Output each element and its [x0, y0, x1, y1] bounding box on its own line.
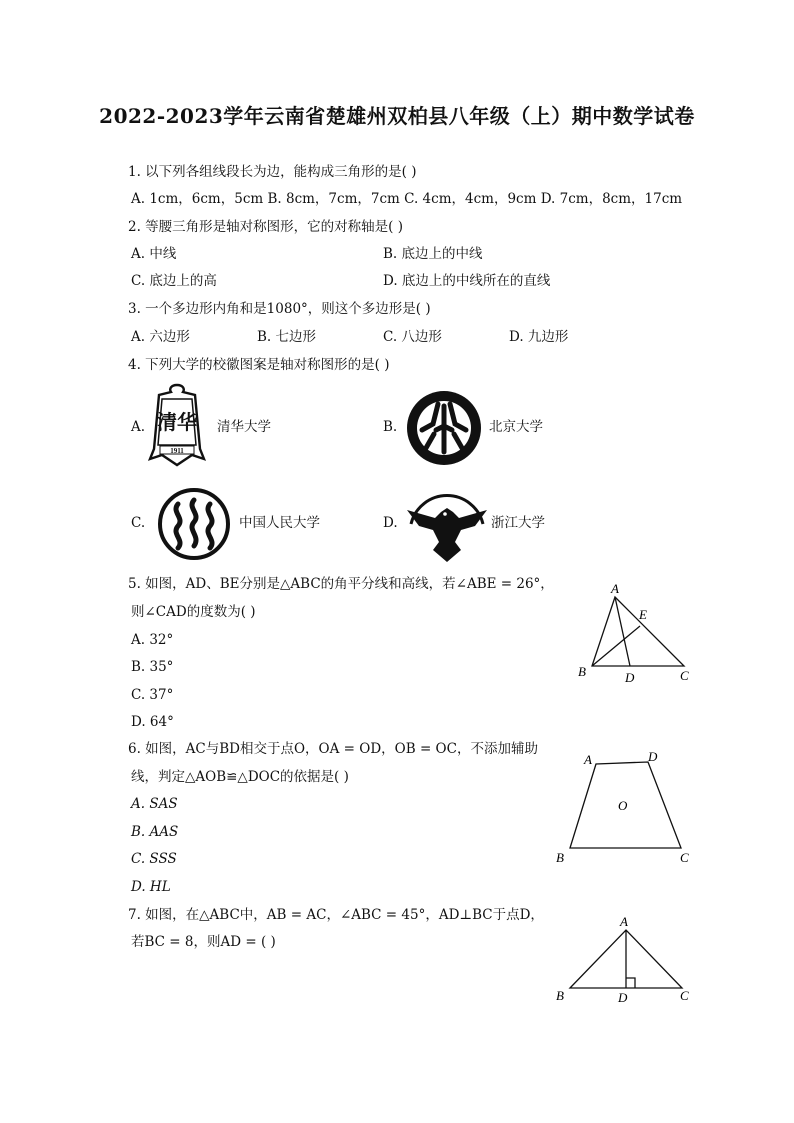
q5-option-d: D. 64°	[131, 714, 174, 730]
q6-option-c: C. SSS	[131, 851, 177, 867]
q1-options: A. 1cm，6cm，5cm B. 8cm，7cm，7cm C. 4cm，4cm，9cm D. 7cm，8cm，17cm	[131, 191, 683, 207]
q7-point-d: D	[618, 990, 628, 1005]
q7-point-c: C	[680, 988, 689, 1003]
q4-option-d-name: 浙江大学	[491, 515, 545, 531]
exam-title: 2022-2023学年云南省楚雄州双柏县八年级（上）期中数学试卷	[99, 104, 695, 128]
q3-option-d: D. 九边形	[509, 329, 569, 345]
q1-stem: 1. 以下列各组线段长为边，能构成三角形的是( )	[128, 164, 417, 180]
q3-option-b: B. 七边形	[257, 329, 317, 345]
q6-point-o: O	[618, 798, 628, 813]
q7-stem-line1: 7. 如图，在△ABC中，AB = AC，∠ABC = 45°，AD⊥BC于点D，	[128, 907, 544, 923]
q5-option-b: B. 35°	[131, 659, 174, 675]
q3-stem: 3. 一个多边形内角和是1080°，则这个多边形是( )	[128, 301, 431, 317]
q4-option-a-label: A.	[131, 419, 146, 435]
q4-option-c-name: 中国人民大学	[239, 515, 320, 531]
q3-option-a: A. 六边形	[131, 329, 190, 345]
q2-option-b: B. 底边上的中线	[383, 246, 483, 262]
tsinghua-logo-chars: 清华	[157, 412, 197, 434]
q5-triangle-figure	[568, 578, 698, 688]
q5-option-a: A. 32°	[131, 632, 174, 648]
q2-option-d: D. 底边上的中线所在的直线	[383, 273, 551, 289]
q6-point-c: C	[680, 850, 689, 865]
q7-point-a: A	[620, 914, 628, 929]
zju-logo-icon	[405, 484, 489, 564]
q6-crossed-triangles-figure	[548, 742, 698, 872]
tsinghua-logo-icon	[148, 383, 206, 467]
q6-point-b: B	[556, 850, 564, 865]
q5-point-e: E	[639, 607, 647, 622]
q4-option-c-label: C.	[131, 515, 146, 531]
q6-point-d: D	[648, 749, 658, 764]
q4-stem: 4. 下列大学的校徽图案是轴对称图形的是( )	[128, 357, 390, 373]
q7-isosceles-right-triangle-figure	[548, 910, 698, 1010]
q6-option-b: B. AAS	[131, 824, 179, 840]
q7-point-b: B	[556, 988, 564, 1003]
q4-option-a-name: 清华大学	[217, 419, 271, 435]
q6-option-d: D. HL	[131, 879, 171, 895]
q4-option-d-label: D.	[383, 515, 398, 531]
q5-point-d: D	[625, 670, 635, 685]
renmin-logo-icon	[154, 486, 234, 562]
q4-option-b-label: B.	[383, 419, 398, 435]
tsinghua-logo-year: 1911	[170, 447, 184, 455]
q3-option-c: C. 八边形	[383, 329, 442, 345]
q5-stem-line2: 则∠CAD的度数为( )	[131, 604, 256, 620]
q4-option-b-name: 北京大学	[489, 419, 543, 435]
q6-stem-line1: 6. 如图，AC与BD相交于点O，OA = OD，OB = OC，不添加辅助	[128, 741, 538, 757]
q7-stem-line2: 若BC = 8，则AD = ( )	[131, 934, 276, 950]
q5-point-b: B	[578, 664, 586, 679]
q2-option-a: A. 中线	[131, 246, 177, 262]
q6-option-a: A. SAS	[131, 796, 178, 812]
q5-point-a: A	[611, 581, 619, 596]
q2-stem: 2. 等腰三角形是轴对称图形，它的对称轴是( )	[128, 219, 403, 235]
q2-option-c: C. 底边上的高	[131, 273, 217, 289]
q5-point-c: C	[680, 668, 689, 683]
pku-logo-icon	[406, 390, 482, 466]
q6-stem-line2: 线，判定△AOB≌△DOC的依据是( )	[131, 769, 349, 785]
q5-stem-line1: 5. 如图，AD、BE分别是△ABC的角平分线和高线，若∠ABE = 26°，	[128, 576, 554, 592]
q5-option-c: C. 37°	[131, 687, 174, 703]
q6-point-a: A	[584, 752, 592, 767]
